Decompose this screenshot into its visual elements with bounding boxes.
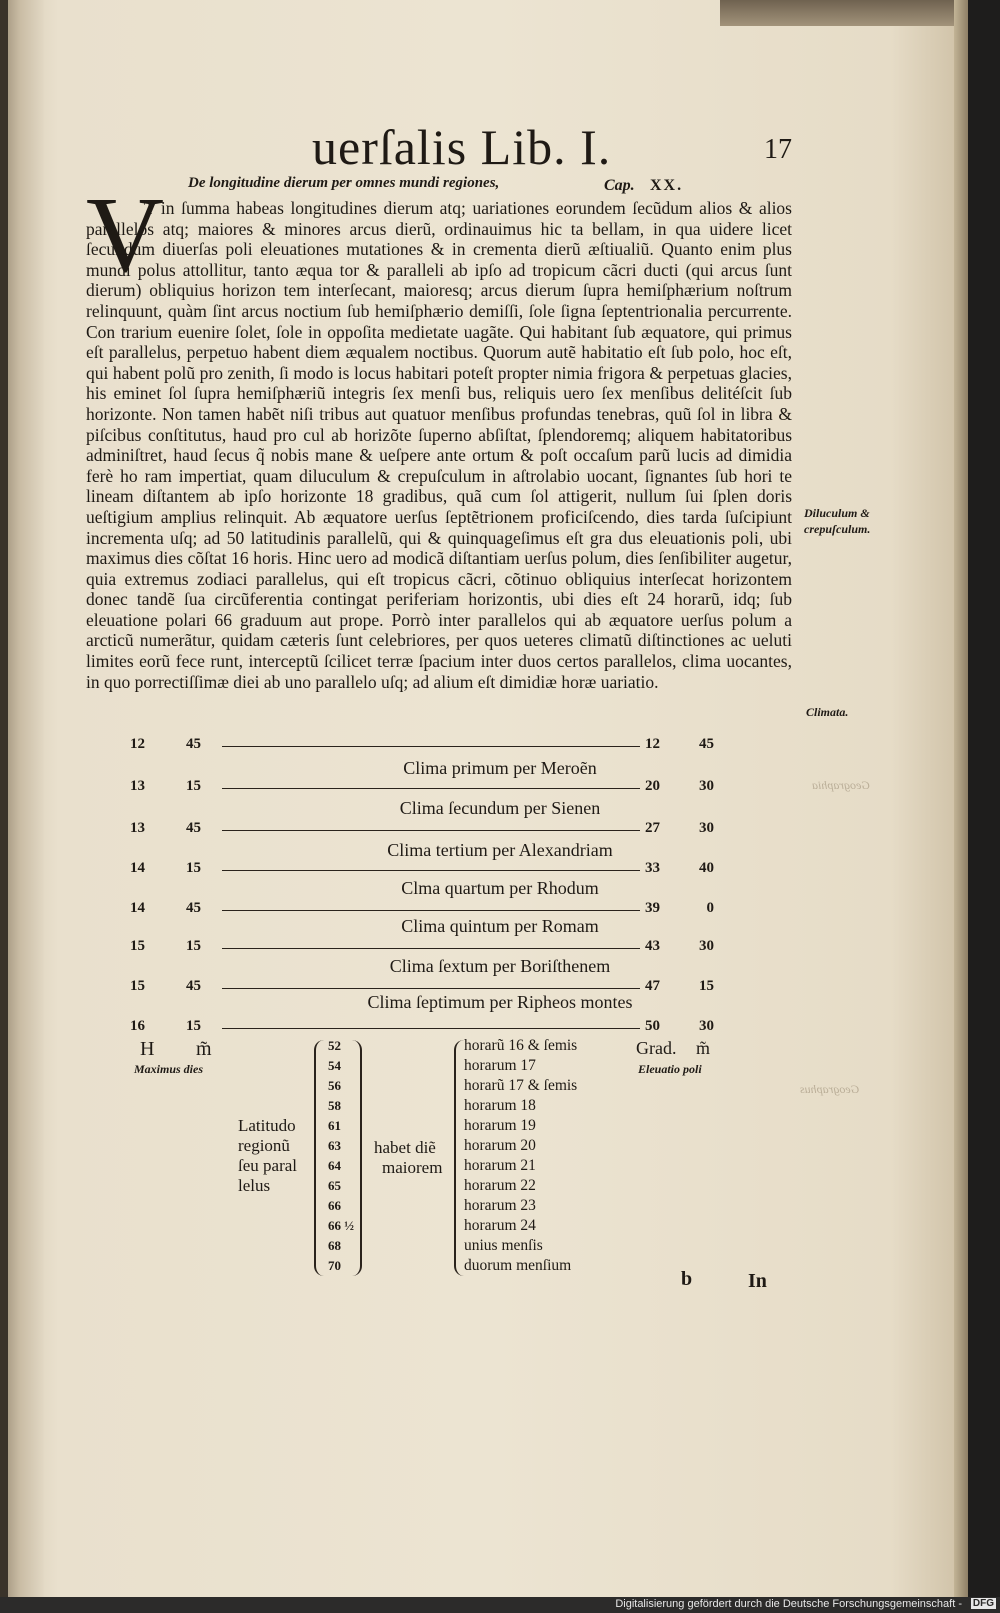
boundary-rule xyxy=(222,948,640,949)
boundary-grad-min: 15 xyxy=(699,978,714,994)
margin-note-line: Diluculum & xyxy=(804,506,870,520)
page-edge-top xyxy=(720,0,968,26)
chapter-number: XX. xyxy=(650,177,684,194)
day-length-table xyxy=(130,1036,750,1286)
latitudo-line: Latitudo xyxy=(238,1116,296,1135)
latitude-value: 61 xyxy=(328,1118,341,1133)
boundary-rule xyxy=(222,830,640,831)
running-header-title: uerſalis Lib. I. xyxy=(312,119,612,175)
boundary-hours: 13 xyxy=(130,778,145,794)
footer-credit: Digitalisierung gefördert durch die Deutsche Forschungsgemeinschaft - xyxy=(615,1598,962,1610)
boundary-minutes: 45 xyxy=(186,820,201,836)
habet-diem-label: habet diẽ xyxy=(374,1138,436,1157)
latitude-brace-right xyxy=(352,1040,362,1276)
boundary-grad: 47 xyxy=(645,978,660,994)
latitudo-label xyxy=(238,1116,297,1196)
margin-note-line: crepuſculum. xyxy=(804,522,871,536)
column-header-hours: H xyxy=(140,1038,155,1060)
hours-value: duorum menſium xyxy=(464,1257,572,1274)
body-text: T in ſumma habeas longitudines dierum atq; uariationes eorundem ſecũdum alios & alios parallelos atq; maiores & minores arcus dierũ, ordinauimus hic ta bellam, in qua uidere licet ſecundum diuerſas poli eleuationes mutationes & in crementa dierũ æſtiualiũ. Quanto enim plus mundi polus attollitur, tanto æqua tor & paralleli ab ipſo ad tropicum cãcri ducti (qui arcus ſunt dierum) obliquius horizon tem interſecant, maioresq; arcus dierum ſupra hemiſphærium noſtrum relinquunt, quàm ſint arcus noctium ſub hemiſphærio demiſſi, ſole ſigna ſeptentrionalia percurrente. Con trarium euenire ſolet, ſole in oppoſita medietate uagãte. Qui habitant ſub æquatore, qui primus eſt parallelus, perpetuo habent diem æqualem noctibus. Quorum autẽ habitatio eſt ſub polo, hoc eſt, qui habent polũ pro zenith, ſi modo is locus habitari poteſt propter nimia frigora & perpetuas glacies, his eminet ſol ſupra hemiſphæriũ integris ſex menſi bus, reliquis uero ſex menſibus delitéſcit ſub horizonte. Non tamen habẽt niſi tribus aut quatuor menſibus profundas tenebras, quũ ſol in libra & piſcibus conſtitutus, haud pro cul ab horizõte ſuperno abſiſtat, ſplendoremq; aliquem habitatoribus adminiſtret, haud ſecus q̃ nobis mane & ueſpere ante ortum & poſt occaſum parũ lucis ad dimidia ferè ho ram impertiat, quam diluculum & crepuſculum in aſtrolabio uocant, ſignantes ſub hori te lineam diſtantem ab ipſo horizonte 18 gradibus, quã cum ſol attigerit, nullum ſui ſplen doris ueſtigium amplius relinquit. Ab æquatore uerſus ſeptẽtrionem proficiſcendo, dies tarda ſuſcipiunt incrementa uſq; ad 50 latitudinis parallelũ, qui & quinquageſimus eſt gra dus eleuationis poli, ubi maximus dies cõſtat 16 horis. Hinc uero ad modicã diſtantiam uerſus polum, dies ſenſibiliter augetur, quia extremus zodiaci parallelus, qui eſt tropicus cãcri, cõtinuo obliquius interſecat horizontem donec tandẽ ſua circũferentia contingat periferiam horizontis, ubi dies eſt 24 horarũ, idq; ſub eleuatione polari 66 graduum aut prope. Porrò inter parallelos qui ab æquatore uerſus polum a arcticũ numerãtur, quidam cæteris ſunt celebriores, per quos ueteres climatũ diſtinctiones ac ueluti limites eorũ fece runt, interceptũ ſcilicet terræ ſpacium inter duos certos parallelos, clima uocantes, in quo porrectiſſimæ diei ab uno parallelo uſq; ad alium eſt dimidiæ horæ uariatio. xyxy=(86,198,792,692)
boundary-minutes: 45 xyxy=(186,978,201,994)
maiorem-label: maiorem xyxy=(382,1158,443,1177)
clima-name: Clima quintum per Romam xyxy=(401,916,599,936)
boundary-grad-min: 30 xyxy=(699,778,714,794)
clima-name: Clima ſextum per Boriſthenem xyxy=(389,956,611,976)
latitude-brace-left xyxy=(314,1040,324,1276)
page-number: 17 xyxy=(764,134,792,165)
latitude-value: 52 xyxy=(328,1038,341,1053)
bleed-through-mark: Geographus xyxy=(800,1082,860,1096)
latitude-value: 56 xyxy=(328,1078,341,1093)
boundary-grad-min: 30 xyxy=(699,938,714,954)
boundary-hours: 13 xyxy=(130,820,145,836)
boundary-hours: 15 xyxy=(130,978,145,994)
latitude-value: 70 xyxy=(328,1258,341,1273)
clima-name: Clima tertium per Alexandriam xyxy=(387,840,613,860)
boundary-grad: 33 xyxy=(645,860,660,876)
boundary-grad: 27 xyxy=(645,820,660,836)
boundary-hours: 14 xyxy=(130,900,145,916)
boundary-grad: 50 xyxy=(645,1018,660,1034)
boundary-minutes: 45 xyxy=(186,736,201,752)
latitude-value: 66 xyxy=(328,1198,341,1213)
boundary-rule xyxy=(222,988,640,989)
hours-value: horarum 19 xyxy=(464,1117,536,1134)
latitudo-line: lelus xyxy=(238,1176,271,1195)
boundary-rule xyxy=(222,746,640,747)
latitudo-line: regionũ xyxy=(238,1136,290,1155)
margin-note-climata: Climata. xyxy=(806,705,849,719)
boundary-grad-min: 30 xyxy=(699,1018,714,1034)
clima-name: Clima primum per Meroẽn xyxy=(403,758,597,778)
catchword: In xyxy=(748,1270,767,1292)
boundary-grad-min: 0 xyxy=(706,900,714,916)
boundary-grad-min: 45 xyxy=(699,736,714,752)
boundary-minutes: 15 xyxy=(186,938,201,954)
boundary-rule xyxy=(222,788,640,789)
hours-brace-left xyxy=(454,1040,464,1276)
latitude-value: 58 xyxy=(328,1098,341,1113)
latitude-value: 54 xyxy=(328,1058,341,1073)
boundary-grad: 20 xyxy=(645,778,660,794)
boundary-grad-min: 40 xyxy=(699,860,714,876)
margin-note-diluculum xyxy=(804,505,870,537)
hours-value: horarum 23 xyxy=(464,1197,536,1214)
boundary-hours: 16 xyxy=(130,1018,145,1034)
column-header-grad: Grad. xyxy=(636,1038,677,1058)
chapter-label: Cap. xyxy=(604,177,635,194)
boundary-rule xyxy=(222,910,640,911)
boundary-grad: 43 xyxy=(645,938,660,954)
latitude-value: 66 ½ xyxy=(328,1218,354,1233)
latitude-value: 68 xyxy=(328,1238,341,1253)
boundary-minutes: 15 xyxy=(186,778,201,794)
boundary-hours: 14 xyxy=(130,860,145,876)
boundary-grad: 39 xyxy=(645,900,660,916)
signature-mark: b xyxy=(681,1268,693,1290)
clima-name: Clima ſeptimum per Ripheos montes xyxy=(367,992,633,1012)
boundary-minutes: 15 xyxy=(186,860,201,876)
hours-value: horarum 18 xyxy=(464,1097,536,1114)
latitude-value: 64 xyxy=(328,1158,341,1173)
boundary-minutes: 45 xyxy=(186,900,201,916)
latitude-value: 65 xyxy=(328,1178,341,1193)
boundary-grad: 12 xyxy=(645,736,660,752)
hours-value: horarum 20 xyxy=(464,1137,536,1154)
hours-value: horarum 22 xyxy=(464,1177,536,1194)
eleuatio-poli-label: Eleuatio poli xyxy=(638,1062,702,1076)
hours-value: horarũ 17 & ſemis xyxy=(464,1077,578,1094)
bleed-through-mark: Geographia xyxy=(812,778,870,792)
boundary-minutes: 15 xyxy=(186,1018,201,1034)
clima-table xyxy=(130,736,750,1036)
clima-name: Clima ſecundum per Sienen xyxy=(399,798,601,818)
dfg-logo: DFG xyxy=(972,1598,994,1609)
hours-value: horarum 21 xyxy=(464,1157,536,1174)
page-edge-right xyxy=(954,0,968,1597)
boundary-rule xyxy=(222,1028,640,1029)
hours-value: horarum 17 xyxy=(464,1057,536,1074)
body-paragraph xyxy=(86,198,792,692)
binding-strip xyxy=(0,0,8,1597)
boundary-rule xyxy=(222,870,640,871)
footer-bar xyxy=(0,1597,1000,1613)
clima-name: Clma quartum per Rhodum xyxy=(401,878,599,898)
boundary-grad-min: 30 xyxy=(699,820,714,836)
maximus-dies-label: Maximus dies xyxy=(134,1062,204,1076)
boundary-hours: 12 xyxy=(130,736,145,752)
hours-value: horarũ 16 & ſemis xyxy=(464,1037,578,1054)
column-header-grad-minutes: m̃ xyxy=(696,1038,711,1058)
chapter-heading: De longitudine dierum per omnes mundi regiones, xyxy=(188,175,500,191)
column-header-minutes: m̃ xyxy=(196,1038,212,1060)
drop-cap: V xyxy=(86,176,164,295)
hours-value: horarum 24 xyxy=(464,1217,536,1234)
boundary-hours: 15 xyxy=(130,938,145,954)
latitudo-line: ſeu paral xyxy=(238,1156,297,1175)
latitude-value: 63 xyxy=(328,1138,341,1153)
hours-value: unius menſis xyxy=(464,1237,543,1254)
